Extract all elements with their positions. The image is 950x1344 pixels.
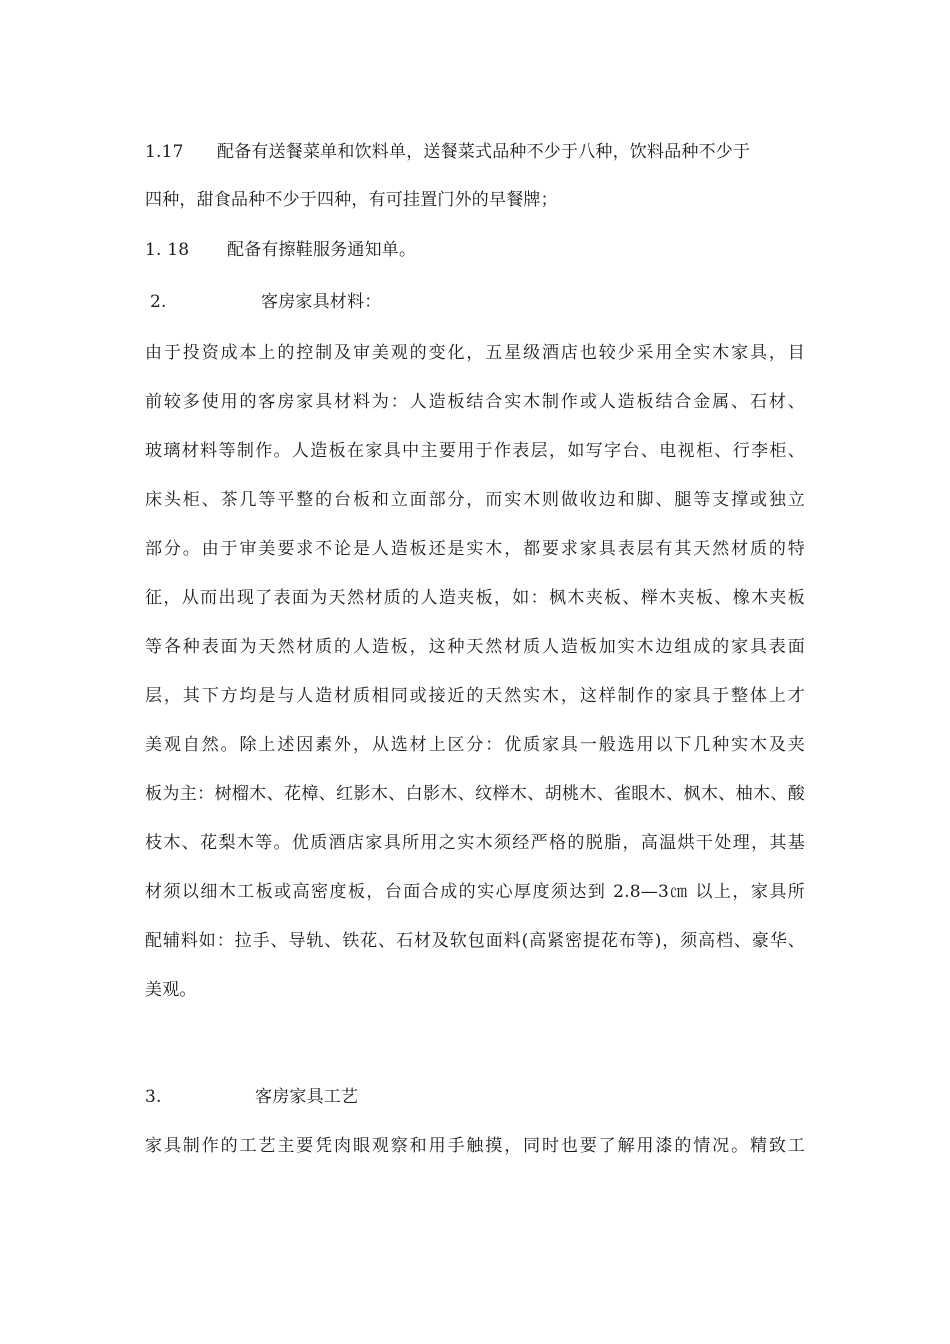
section-2-paragraph-line: 层，其下方均是与人造材质相同或接近的天然实木，这样制作的家具于整体上才	[145, 686, 805, 706]
section-3-paragraph-line: 家具制作的工艺主要凭肉眼观察和用手触摸，同时也要了解用漆的情况。精致工	[145, 1136, 805, 1156]
item-1-18-number: 1. 18	[145, 240, 190, 260]
section-2-paragraph-line: 配辅料如：拉手、导轨、铁花、石材及软包面料(高紧密提花布等)，须高档、豪华、	[145, 931, 805, 951]
section-3-title: 客房家具工艺	[255, 1087, 359, 1107]
section-2-paragraph-line: 板为主：树榴木、花樟、红影木、白影木、纹榉木、胡桃木、雀眼木、枫木、柚木、酸	[145, 784, 805, 804]
section-2-paragraph-line: 征，从而出现了表面为天然材质的人造夹板，如：枫木夹板、榉木夹板、橡木夹板	[145, 588, 805, 608]
section-2-paragraph-line: 前较多使用的客房家具材料为：人造板结合实木制作或人造板结合金属、石材、	[145, 392, 805, 412]
section-2-paragraph-line: 由于投资成本上的控制及审美观的变化，五星级酒店也较少采用全实木家具，目	[145, 343, 805, 363]
section-2-heading	[150, 290, 810, 314]
section-2-paragraph-line: 枝木、花梨木等。优质酒店家具所用之实木须经严格的脱脂，高温烘干处理，其基	[145, 833, 805, 853]
section-2-paragraph-line: 美观自然。除上述因素外，从选材上区分：优质家具一般选用以下几种实木及夹	[145, 735, 805, 755]
section-2-title: 客房家具材料：	[261, 292, 382, 312]
section-3-heading	[145, 1085, 805, 1109]
item-1-18	[145, 238, 805, 262]
section-3-number: 3.	[145, 1087, 162, 1107]
section-2-paragraph-line: 部分。由于审美要求不论是人造板还是实木，都要求家具表层有其天然材质的特	[145, 539, 805, 559]
item-1-18-text: 配备有擦鞋服务通知单。	[227, 240, 417, 260]
item-1-17-number: 1.17	[145, 142, 184, 162]
section-2-paragraph-line: 材须以细木工板或高密度板，台面合成的实心厚度须达到 2.8—3㎝ 以上，家具所	[145, 882, 805, 902]
section-2-paragraph-line: 等各种表面为天然材质的人造板，这种天然材质人造板加实木边组成的家具表面	[145, 637, 805, 657]
item-1-17-text: 配备有送餐菜单和饮料单，送餐菜式品种不少于八种，饮料品种不少于	[217, 142, 751, 162]
section-2-paragraph-line: 玻璃材料等制作。人造板在家具中主要用于作表层，如写字台、电视柜、行李柜、	[145, 441, 805, 461]
section-2-paragraph-line: 床头柜、茶几等平整的台板和立面部分，而实木则做收边和脚、腿等支撑或独立	[145, 490, 805, 510]
section-2-number: 2.	[150, 292, 167, 312]
item-1-17-line-1	[145, 140, 805, 164]
item-1-17-line-2: 四种，甜食品种不少于四种，有可挂置门外的早餐牌；	[145, 190, 558, 210]
section-2-paragraph-line: 美观。	[145, 980, 197, 1000]
